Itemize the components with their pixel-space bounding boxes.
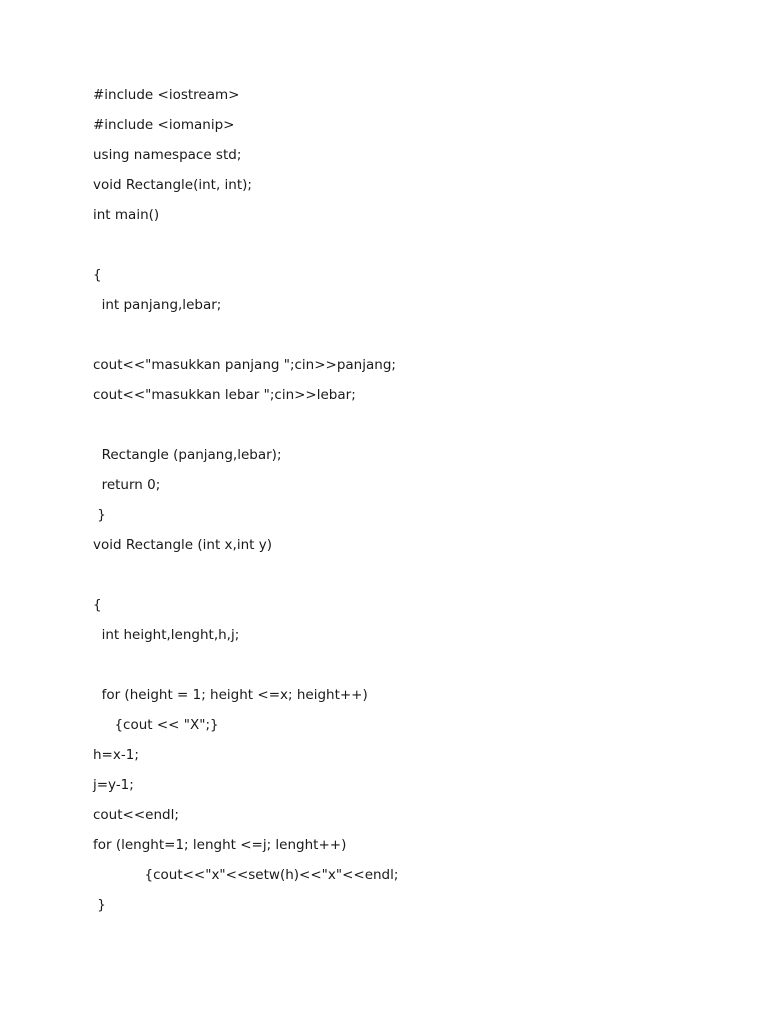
code-line: cout<<endl; — [93, 807, 179, 823]
code-line: int height,lenght,h,j; — [93, 627, 240, 643]
code-line: h=x-1; — [93, 747, 139, 763]
code-line: {cout << "X";} — [93, 717, 219, 733]
code-line: return 0; — [93, 477, 161, 493]
code-line: cout<<"masukkan panjang ";cin>>panjang; — [93, 357, 396, 373]
code-line: j=y-1; — [93, 777, 134, 793]
code-line: void Rectangle(int, int); — [93, 177, 252, 193]
code-line: { — [93, 597, 102, 613]
code-line: { — [93, 267, 102, 283]
code-line: using namespace std; — [93, 147, 242, 163]
code-line: } — [93, 897, 106, 913]
code-line: cout<<"masukkan lebar ";cin>>lebar; — [93, 387, 356, 403]
code-line: } — [93, 507, 106, 523]
code-line: int panjang,lebar; — [93, 297, 222, 313]
code-line: #include <iomanip> — [93, 117, 235, 133]
code-line: int main() — [93, 207, 160, 223]
code-line: #include <iostream> — [93, 87, 240, 103]
code-line: void Rectangle (int x,int y) — [93, 537, 272, 553]
code-line: {cout<<"x"<<setw(h)<<"x"<<endl; — [93, 867, 399, 883]
code-line: for (lenght=1; lenght <=j; lenght++) — [93, 837, 347, 853]
code-line: for (height = 1; height <=x; height++) — [93, 687, 368, 703]
code-line: Rectangle (panjang,lebar); — [93, 447, 282, 463]
